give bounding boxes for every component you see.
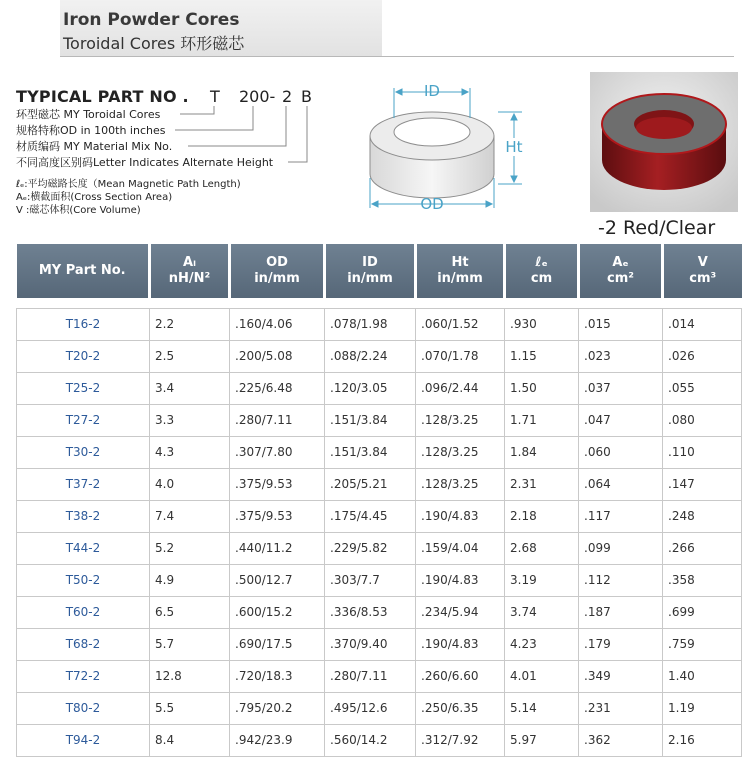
table-cell: .500/12.7 <box>230 564 325 596</box>
table-cell: .055 <box>663 372 742 404</box>
table-cell: .370/9.40 <box>325 628 416 660</box>
table-cell: 5.97 <box>505 724 579 756</box>
table-cell: 5.14 <box>505 692 579 724</box>
table-cell: .231 <box>579 692 663 724</box>
core-photo <box>590 72 738 212</box>
table-cell: 2.18 <box>505 500 579 532</box>
table-row <box>17 724 742 756</box>
table-cell: .205/5.21 <box>325 468 416 500</box>
table-cell: .336/8.53 <box>325 596 416 628</box>
table-cell: .190/4.83 <box>416 628 505 660</box>
table-cell: .112 <box>579 564 663 596</box>
table-row <box>17 500 742 532</box>
table-cell: .088/2.24 <box>325 340 416 372</box>
table-cell: 4.01 <box>505 660 579 692</box>
part-number-link[interactable]: T20-2 <box>17 340 150 372</box>
table-row <box>17 628 742 660</box>
table-cell: 4.9 <box>150 564 230 596</box>
table-cell: 3.4 <box>150 372 230 404</box>
table-cell: .110 <box>663 436 742 468</box>
table-cell: .248 <box>663 500 742 532</box>
part-number-link[interactable]: T80-2 <box>17 692 150 724</box>
od-label: OD <box>420 195 444 213</box>
col-header-part-no: MY Part No. <box>17 244 150 298</box>
table-cell: .151/3.84 <box>325 404 416 436</box>
table-header-row <box>17 244 742 298</box>
col-header-od: OD in/mm <box>230 244 325 298</box>
table-cell: 1.40 <box>663 660 742 692</box>
part-number-link[interactable]: T68-2 <box>17 628 150 660</box>
table-cell: 4.3 <box>150 436 230 468</box>
part-number-link[interactable]: T60-2 <box>17 596 150 628</box>
table-row <box>17 468 742 500</box>
connector-prefix <box>180 106 214 114</box>
table-body <box>17 298 742 756</box>
table-cell: .307/7.80 <box>230 436 325 468</box>
table-cell: .099 <box>579 532 663 564</box>
key-line-height: 不同高度区别码Letter Indicates Alternate Height <box>16 156 274 169</box>
table-cell: 1.50 <box>505 372 579 404</box>
table-cell: 2.2 <box>150 308 230 340</box>
table-cell: 6.5 <box>150 596 230 628</box>
table-row <box>17 308 742 340</box>
table-cell: .015 <box>579 308 663 340</box>
table-cell: .128/3.25 <box>416 404 505 436</box>
table-cell: .229/5.82 <box>325 532 416 564</box>
key-line-od: 规格特称OD in 100th inches <box>16 124 166 137</box>
table-cell: 4.23 <box>505 628 579 660</box>
part-number-connector-lines <box>0 0 330 170</box>
table-cell: .080 <box>663 404 742 436</box>
col-header-ae: Aₑ cm² <box>579 244 663 298</box>
table-cell: 3.19 <box>505 564 579 596</box>
part-number-link[interactable]: T27-2 <box>17 404 150 436</box>
col-header-le: ℓₑ cm <box>505 244 579 298</box>
table-cell: .026 <box>663 340 742 372</box>
table-cell: .159/4.04 <box>416 532 505 564</box>
table-cell: 8.4 <box>150 724 230 756</box>
table-cell: .014 <box>663 308 742 340</box>
part-number-link[interactable]: T38-2 <box>17 500 150 532</box>
table-cell: .280/7.11 <box>325 660 416 692</box>
table-cell: 12.8 <box>150 660 230 692</box>
connector-height <box>288 106 307 162</box>
col-header-al: Aₗ nH/N² <box>150 244 230 298</box>
part-number-size: 200- <box>239 87 276 106</box>
table-cell: .234/5.94 <box>416 596 505 628</box>
table-cell: .362 <box>579 724 663 756</box>
table-cell: .349 <box>579 660 663 692</box>
table-cell: .047 <box>579 404 663 436</box>
part-number-prefix: T <box>210 87 220 106</box>
table-cell: .037 <box>579 372 663 404</box>
table-cell: .187 <box>579 596 663 628</box>
table-cell: .312/7.92 <box>416 724 505 756</box>
table-cell: .795/20.2 <box>230 692 325 724</box>
note-core-volume: V :磁芯体积(Core Volume) <box>16 205 141 216</box>
table-cell: .600/15.2 <box>230 596 325 628</box>
table-cell: .260/6.60 <box>416 660 505 692</box>
col-header-ht: Ht in/mm <box>416 244 505 298</box>
toroid-hole <box>394 118 470 146</box>
table-cell: .096/2.44 <box>416 372 505 404</box>
table-cell: .117 <box>579 500 663 532</box>
part-number-heading: TYPICAL PART NO . <box>16 87 189 106</box>
connector-mix <box>188 106 286 146</box>
table-cell: 2.16 <box>663 724 742 756</box>
table-cell: .064 <box>579 468 663 500</box>
table-cell: .759 <box>663 628 742 660</box>
core-material-caption: -2 Red/Clear <box>598 217 716 239</box>
table-cell: .699 <box>663 596 742 628</box>
table-cell: .250/6.35 <box>416 692 505 724</box>
table-cell: .358 <box>663 564 742 596</box>
table-cell: 2.5 <box>150 340 230 372</box>
table-cell: 1.15 <box>505 340 579 372</box>
core-spec-table <box>16 244 742 757</box>
table-cell: .375/9.53 <box>230 468 325 500</box>
part-number-link[interactable]: T72-2 <box>17 660 150 692</box>
table-cell: .147 <box>663 468 742 500</box>
part-number-link[interactable]: T37-2 <box>17 468 150 500</box>
table-cell: .495/12.6 <box>325 692 416 724</box>
part-number-link[interactable]: T16-2 <box>17 308 150 340</box>
table-cell: 3.74 <box>505 596 579 628</box>
table-row <box>17 404 742 436</box>
table-cell: 1.84 <box>505 436 579 468</box>
table-cell: 1.71 <box>505 404 579 436</box>
table-row <box>17 596 742 628</box>
table-cell: .930 <box>505 308 579 340</box>
table-cell: .942/23.9 <box>230 724 325 756</box>
table-cell: 5.2 <box>150 532 230 564</box>
page-title: Iron Powder Cores <box>63 10 240 30</box>
table-cell: .128/3.25 <box>416 436 505 468</box>
id-label: ID <box>424 82 440 100</box>
table-cell: .190/4.83 <box>416 500 505 532</box>
table-row <box>17 660 742 692</box>
part-number-link[interactable]: T25-2 <box>17 372 150 404</box>
table-cell: .190/4.83 <box>416 564 505 596</box>
col-header-id: ID in/mm <box>325 244 416 298</box>
table-cell: .690/17.5 <box>230 628 325 660</box>
note-cross-section: Aₑ:横截面积(Cross Section Area) <box>16 192 173 203</box>
core-hole-inner <box>636 117 692 139</box>
part-number-mix: 2 <box>282 87 293 106</box>
table-cell: .375/9.53 <box>230 500 325 532</box>
table-row <box>17 564 742 596</box>
part-number-link[interactable]: T30-2 <box>17 436 150 468</box>
table-cell: 1.19 <box>663 692 742 724</box>
table-row <box>17 372 742 404</box>
table-cell: .175/4.45 <box>325 500 416 532</box>
table-row <box>17 340 742 372</box>
key-line-mix: 材质编码 MY Material Mix No. <box>16 140 173 153</box>
table-cell: .160/4.06 <box>230 308 325 340</box>
table-cell: 3.3 <box>150 404 230 436</box>
table-cell: 4.0 <box>150 468 230 500</box>
table-cell: .720/18.3 <box>230 660 325 692</box>
table-cell: 5.5 <box>150 692 230 724</box>
table-cell: .060/1.52 <box>416 308 505 340</box>
table-cell: 2.31 <box>505 468 579 500</box>
table-cell: 5.7 <box>150 628 230 660</box>
table-cell: 2.68 <box>505 532 579 564</box>
note-path-length: ℓₑ:平均磁路长度（Mean Magnetic Path Length) <box>16 179 241 190</box>
col-header-v: V cm³ <box>663 244 742 298</box>
table-cell: .266 <box>663 532 742 564</box>
table-cell: .179 <box>579 628 663 660</box>
page-subtitle: Toroidal Cores 环形磁芯 <box>63 34 245 53</box>
table-cell: .303/7.7 <box>325 564 416 596</box>
table-cell: .120/3.05 <box>325 372 416 404</box>
table-cell: .440/11.2 <box>230 532 325 564</box>
table-row <box>17 532 742 564</box>
table-spacer <box>17 298 742 308</box>
table-cell: .128/3.25 <box>416 468 505 500</box>
table-cell: .060 <box>579 436 663 468</box>
table-cell: .280/7.11 <box>230 404 325 436</box>
toroid-dimension-diagram <box>362 74 532 224</box>
table-cell: .200/5.08 <box>230 340 325 372</box>
table-cell: .070/1.78 <box>416 340 505 372</box>
part-number-link[interactable]: T94-2 <box>17 724 150 756</box>
part-number-link[interactable]: T50-2 <box>17 564 150 596</box>
table-row <box>17 436 742 468</box>
table-cell: .078/1.98 <box>325 308 416 340</box>
key-line-toroidal: 环型磁芯 MY Toroidal Cores <box>16 108 161 121</box>
table-cell: 7.4 <box>150 500 230 532</box>
table-cell: .023 <box>579 340 663 372</box>
ht-label: Ht <box>505 138 523 156</box>
table-cell: .151/3.84 <box>325 436 416 468</box>
table-row <box>17 692 742 724</box>
table-cell: .560/14.2 <box>325 724 416 756</box>
part-number-height-code: B <box>301 87 312 106</box>
table-cell: .225/6.48 <box>230 372 325 404</box>
part-number-link[interactable]: T44-2 <box>17 532 150 564</box>
